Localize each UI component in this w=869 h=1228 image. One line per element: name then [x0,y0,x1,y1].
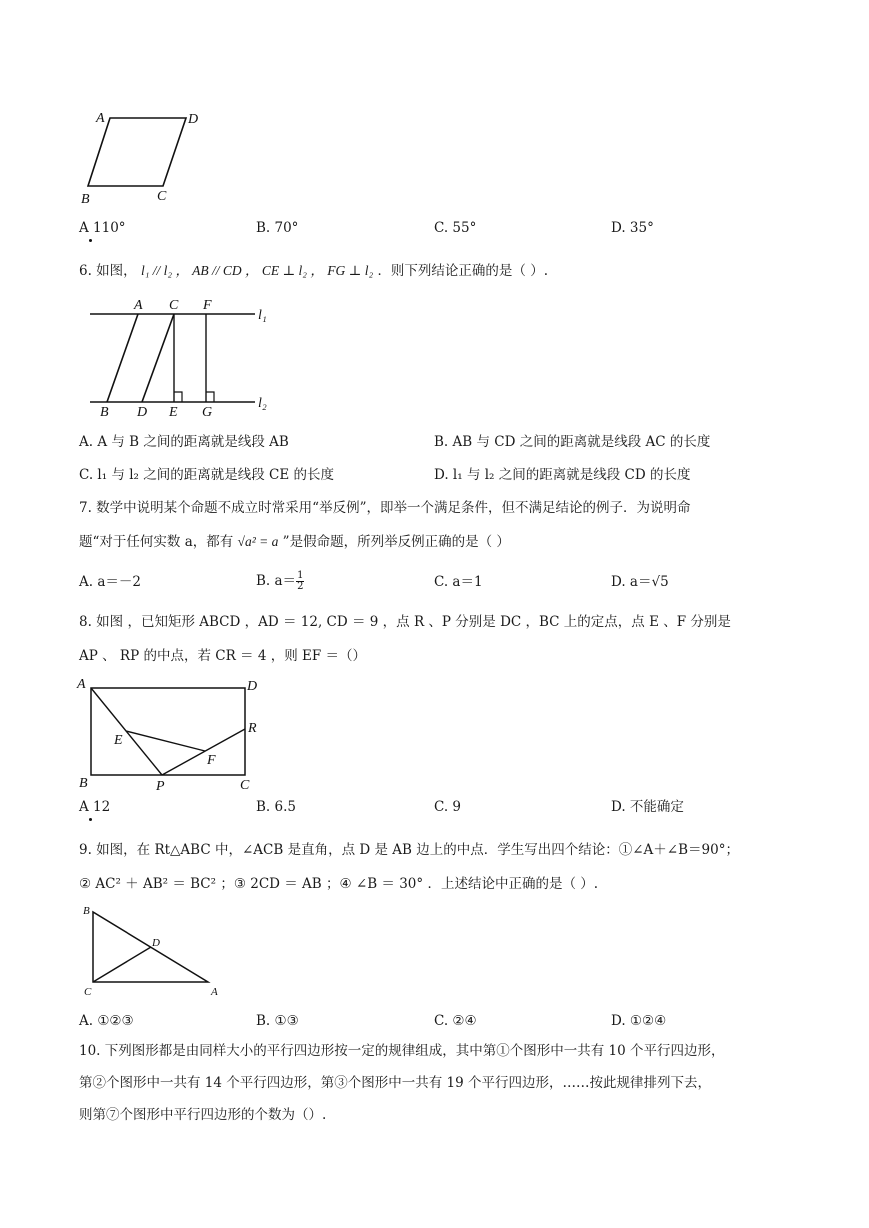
q7-option-b-numerator: 1 [297,570,304,581]
q5-option-d[interactable]: D. 35° [611,220,654,236]
dot-marker [89,239,92,242]
q7-line2-prefix: 题“对于任何实数 a，都有 [79,534,234,550]
q9-right-triangle-figure [78,902,228,1002]
q9-label-a: A [211,986,218,998]
q6-label-f: F [203,298,212,313]
q6-label-b: B [100,405,109,420]
q6-label-g: G [202,405,213,420]
q5-parallelogram-figure [78,106,208,210]
q7-option-b-prefix: B. a＝ [256,573,297,589]
q9-label-d: D [152,937,160,949]
q7-option-b[interactable] [256,571,304,592]
q10-line1: 10. 下列图形都是由同样大小的平行四边形按一定的规律组成，其中第①个图形中一共有 10 个平行四边形， [79,1043,725,1059]
q6-label-d: D [137,405,148,420]
q5-option-c[interactable]: C. 55° [434,220,477,236]
q6-stem-math: l₁ // l₂ ， AB // CD ， CE ⊥ l₂ ， FG ⊥ l₂ [140,263,374,278]
q7-line2-suffix: ”是假命题，所列举反例正确的是（ ） [282,534,510,550]
q8-option-a[interactable]: A 12 [79,799,111,815]
q9-option-c[interactable]: C. ②④ [434,1013,477,1029]
q8-label-f: F [207,753,216,768]
q6-parallel-lines-figure [80,292,280,422]
q9-line1: 9. 如图，在 Rt△ABC 中，∠ACB 是直角，点 D 是 AB 边上的中点．学生写出四个结论：①∠A＋∠B＝90°； [79,842,739,858]
q6-label-c: C [169,298,179,313]
q9-label-b: B [83,905,90,917]
q8-label-d: D [247,679,258,694]
q7-option-b-denominator: 2 [297,581,304,592]
q6-label-l1: l₁ [258,308,267,323]
q6-stem [79,262,548,280]
q6-option-b[interactable]: B. AB 与 CD 之间的距离就是线段 AC 的长度 [434,434,711,450]
q8-line2: AP 、 RP 的中点，若 CR ＝ 4 ，则 EF ＝（） [79,648,367,664]
q6-stem-suffix: ．则下列结论正确的是（ ）. [377,263,549,279]
q7-line2-math: √a² = a [237,534,279,549]
q8-label-r: R [248,721,257,736]
q5-option-a[interactable]: A 110° [79,220,126,236]
q7-option-d[interactable]: D. a＝√5 [611,574,669,590]
q8-option-c[interactable]: C. 9 [434,799,462,815]
q8-option-d[interactable]: D. 不能确定 [611,799,684,815]
q10-line2: 第②个图形中一共有 14 个平行四边形，第③个图形中一共有 19 个平行四边形，……按此规律排列下去， [79,1075,712,1091]
q5-option-b[interactable]: B. 70° [256,220,299,236]
q8-label-e: E [114,733,123,748]
q6-label-e: E [169,405,178,420]
q9-option-d[interactable]: D. ①②④ [611,1013,667,1029]
q5-label-c: C [157,189,167,204]
q5-label-b: B [81,192,90,207]
q9-label-c: C [84,986,92,998]
q6-option-a[interactable]: A. A 与 B 之间的距离就是线段 AB [79,434,289,450]
q9-option-a[interactable]: A. ①②③ [79,1013,134,1029]
q8-option-b[interactable]: B. 6.5 [256,799,296,815]
q7-line1: 7. 数学中说明某个命题不成立时常采用“举反例”，即举一个满足条件，但不满足结论的例子．为说明命 [79,500,691,516]
q6-label-l2: l₂ [258,396,267,411]
q10-line3: 则第⑦个图形中平行四边形的个数为（）. [79,1107,327,1123]
q8-rectangle-figure [74,674,274,794]
q8-label-b: B [79,776,88,791]
q9-option-b[interactable]: B. ①③ [256,1013,299,1029]
q9-line2: ② AC² ＋ AB² ＝ BC² ；③ 2CD ＝ AB ；④ ∠B ＝ 30° ．上述结论中正确的是（ ）. [79,876,599,892]
q6-label-a: A [134,298,143,313]
q8-label-c: C [240,778,250,793]
q6-option-d[interactable]: D. l₁ 与 l₂ 之间的距离就是线段 CD 的长度 [434,467,691,483]
q6-stem-prefix: 6. 如图， [79,263,137,279]
q6-option-c[interactable]: C. l₁ 与 l₂ 之间的距离就是线段 CE 的长度 [79,467,335,483]
q8-label-p: P [156,779,165,794]
q5-label-d: D [188,112,199,127]
q7-option-b-fraction [296,571,304,592]
dot-marker [89,818,92,821]
q8-line1: 8. 如图 ，已知矩形 ABCD ，AD ＝ 12, CD ＝ 9 ，点 R 、P 分别是 DC ，BC 上的定点，点 E 、F 分别是 [79,614,731,630]
q7-line2 [79,533,510,551]
q5-label-a: A [96,111,105,126]
q7-option-c[interactable]: C. a＝1 [434,574,483,590]
q8-label-a: A [77,677,86,692]
q7-option-a[interactable]: A. a＝－2 [79,574,141,590]
